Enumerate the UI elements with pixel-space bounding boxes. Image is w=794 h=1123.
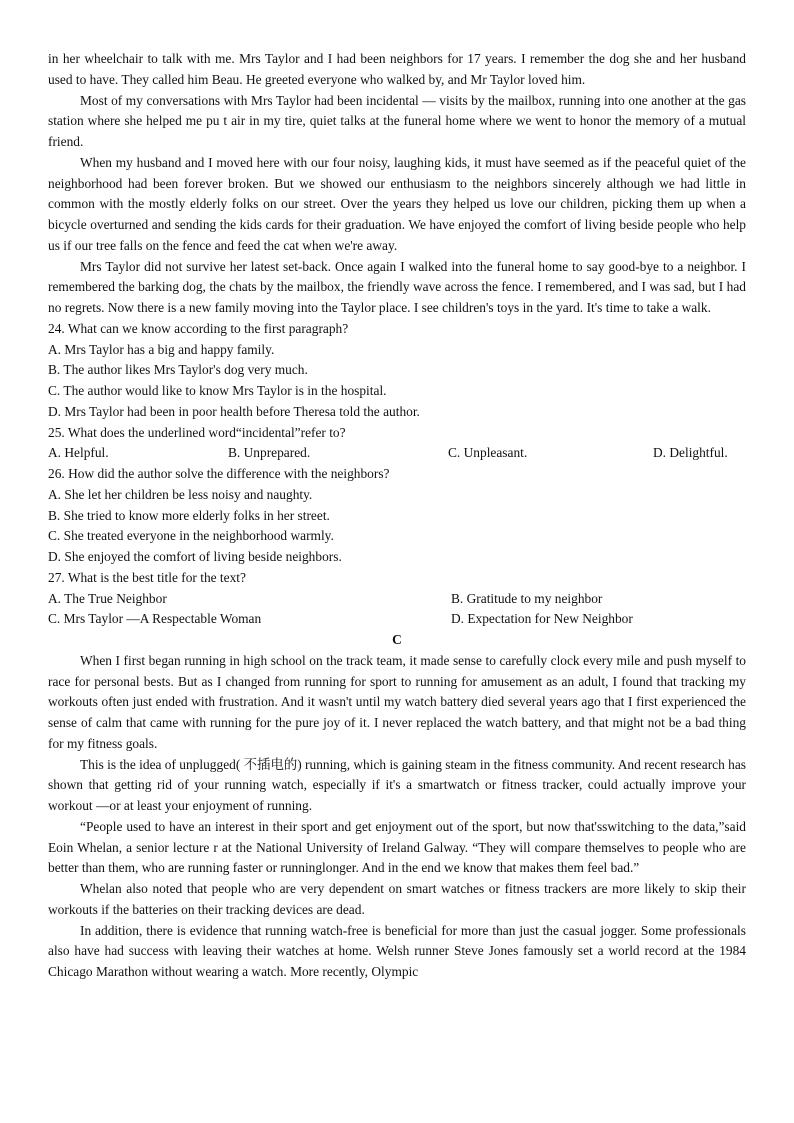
option-d: D. Mrs Taylor had been in poor health before Theresa told the author. (48, 403, 420, 419)
option-d: D. Delightful. (653, 445, 728, 461)
option-c: C. Mrs Taylor —A Respectable Woman (48, 611, 262, 627)
passage-c-paragraph-5: In addition, there is evidence that running watch-free is beneficial for more than just the casual jogger. Some professionals also have had success with leaving their watches at home. Welsh runner Steve Jones famously set a world record at the 1984 Chicago Marathon without wearing a watch. More recently, Olympic (48, 922, 746, 979)
passage-b-paragraph-4: Mrs Taylor did not survive her latest set-back. Once again I walked into the funeral home to say good-bye to a neighbor. I remembered the barking dog, the chats by the mailbox, the friendly wave across the fence. I remembered, and I was sad, but I had no regrets. Now there is a new family moving into the Taylor place. I see children's toys in the yard. It's time to take a walk. (48, 258, 746, 315)
exam-page (48, 49, 746, 983)
options-row-1 (48, 589, 746, 610)
question-stem: 25. What does the underlined word“incidental”refer to? (48, 424, 346, 440)
options-row (48, 443, 746, 464)
option-b: B. She tried to know more elderly folks in her street. (48, 507, 330, 523)
passage-c-paragraph-1: When I first began running in high school on the track team, it made sense to carefully clock every mile and push myself to race for personal bests. But as I changed from running for sport to running for amusement as an adult, I found that tracking my workouts often just ended with frustration. And it wasn't until my watch battery died several years ago that I first experienced the sense of calm that came with running for the pure joy of it. I never replaced the watch battery, and that might not be a bad thing for my fitness goals. (48, 652, 746, 751)
passage-b-paragraph-1: in her wheelchair to talk with me. Mrs Taylor and I had been neighbors for 17 years. I remember the dog she and her husband used to have. They called him Beau. He greeted everyone who walked by, and Mr Taylor loved him. (48, 51, 746, 87)
passage-c-paragraph-3: “People used to have an interest in their sport and get enjoyment out of the sport, but now that'sswitching to the data,”said Eoin Whelan, a senior lecture r at the National University of Ireland Galway. “They will compare themselves to people who are better than them, who are running faster or runninglonger. And in the end we know that makes them feel bad.” (48, 818, 746, 876)
question-25 (48, 423, 746, 465)
option-c: C. The author would like to know Mrs Taylor is in the hospital. (48, 383, 387, 398)
option-a: A. Helpful. (48, 445, 109, 461)
option-b: B. Gratitude to my neighbor (451, 590, 603, 606)
question-stem: 24. What can we know according to the first paragraph? (48, 320, 349, 336)
question-stem: 27. What is the best title for the text? (48, 569, 246, 585)
section-c-heading: C (392, 632, 402, 647)
question-24 (48, 319, 746, 423)
option-d: D. Expectation for New Neighbor (451, 611, 633, 627)
question-27 (48, 568, 746, 630)
options-row-2 (48, 609, 746, 630)
option-a: A. She let her children be less noisy and naughty. (48, 486, 313, 502)
passage-c-paragraph-4: Whelan also noted that people who are very dependent on smart watches or fitness trackers are more likely to skip their workouts if the batteries on their tracking devices are dead. (48, 881, 746, 917)
option-b: B. Unprepared. (228, 445, 311, 461)
option-a: A. The True Neighbor (48, 590, 167, 606)
option-c: C. She treated everyone in the neighborhood warmly. (48, 528, 334, 544)
option-c: C. Unpleasant. (448, 445, 528, 461)
passage-b-paragraph-3: When my husband and I moved here with our four noisy, laughing kids, it must have seemed as if the peaceful quiet of the neighborhood had been forever broken. But we showed our enthusiasm to the neighbors sincerely although we had little in common with the mostly elderly folks on our street. Over the years they helped us love our children, picking them up when a bicycle overturned and sending the kids cards for their graduation. We have enjoyed the comfort of living beside people who help us if our tree falls on the fence and feed the cat when we're away. (48, 154, 746, 253)
passage-c-paragraph-2: This is the idea of unplugged( 不插电的) running, which is gaining steam in the fitness community. And recent research has shown that getting rid of your running watch, especially if it's a smartwatch or fitness tracker, could actually improve your workout —or at least your enjoyment of running. (48, 756, 746, 813)
option-a: A. Mrs Taylor has a big and happy family. (48, 341, 275, 357)
option-b: B. The author likes Mrs Taylor's dog very much. (48, 362, 308, 378)
option-d: D. She enjoyed the comfort of living beside neighbors. (48, 549, 342, 564)
question-stem: 26. How did the author solve the difference with the neighbors? (48, 466, 390, 481)
question-26 (48, 464, 746, 568)
passage-b-paragraph-2: Most of my conversations with Mrs Taylor had been incidental — visits by the mailbox, running into one another at the gas station where she helped me pu t air in my tire, quiet talks at the funeral home where we went to honor the memory of a mutual friend. (48, 92, 746, 149)
